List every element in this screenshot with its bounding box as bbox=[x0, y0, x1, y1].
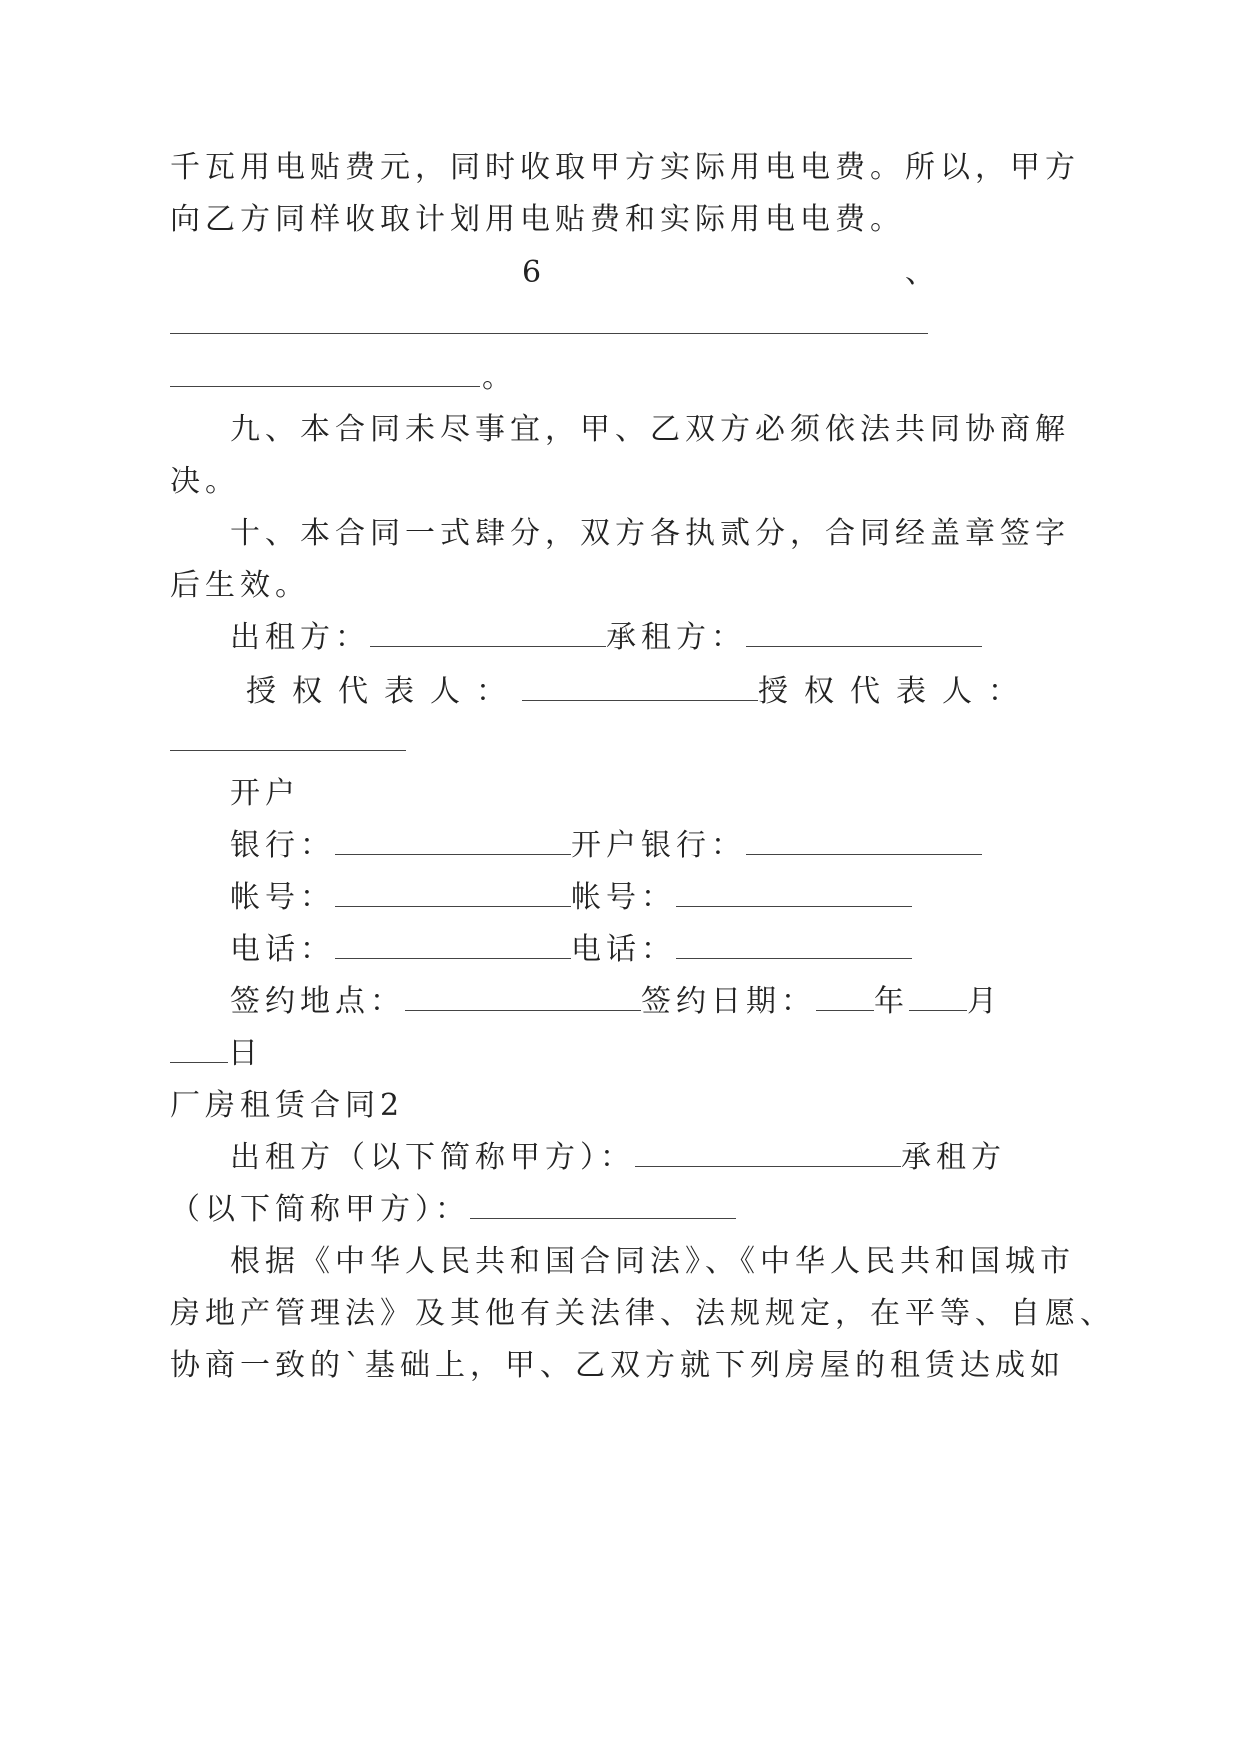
item-9-line: 九、本合同未尽事宜，甲、乙双方必须依法共同协商解 bbox=[230, 412, 1070, 447]
year-label: 年 bbox=[874, 984, 909, 1019]
sign-place-row bbox=[230, 982, 1002, 1022]
contract-2-lessee-label-2: （以下简称甲方）： bbox=[170, 1192, 470, 1227]
lessor-row bbox=[230, 618, 982, 658]
contract-2-lessor-row bbox=[230, 1138, 1006, 1178]
contract-2-title: 厂房租赁合同2 bbox=[170, 1088, 405, 1123]
year-blank bbox=[816, 986, 874, 1011]
bank-blank bbox=[335, 830, 571, 855]
contract-2-lessor-label: 出租方（以下简称甲方）： bbox=[230, 1140, 635, 1175]
lessor-blank bbox=[370, 622, 606, 647]
account-label: 帐号： bbox=[230, 880, 335, 915]
account-blank bbox=[335, 882, 571, 907]
place-label: 签约地点： bbox=[230, 984, 405, 1019]
phone-blank bbox=[335, 934, 571, 959]
contract-2-body-line: 根据《中华人民共和国合同法》、《中华人民共和国城市 bbox=[230, 1244, 1075, 1279]
lessor-label: 出租方： bbox=[230, 620, 370, 655]
item-10-line: 十、本合同一式肆分，双方各执贰分，合同经盖章签字 bbox=[230, 516, 1070, 551]
place-blank bbox=[405, 986, 641, 1011]
phone-blank-2 bbox=[676, 934, 912, 959]
day-blank bbox=[170, 1038, 228, 1063]
kaihu-label: 开户 bbox=[230, 776, 300, 811]
item-9-line: 决。 bbox=[170, 464, 240, 499]
rep-label: 授权代表人： bbox=[246, 674, 522, 709]
bank-label: 银行： bbox=[230, 828, 335, 863]
item-10-line: 后生效。 bbox=[170, 568, 310, 603]
account-label-2: 帐号： bbox=[571, 880, 676, 915]
blank-line bbox=[170, 333, 928, 334]
contract-2-lessee-blank bbox=[470, 1194, 736, 1219]
account-blank-2 bbox=[676, 882, 912, 907]
blank-line bbox=[170, 386, 480, 387]
phone-label: 电话： bbox=[230, 932, 335, 967]
lessee-label: 承租方： bbox=[606, 620, 746, 655]
contract-2-lessor-blank bbox=[635, 1142, 901, 1167]
day-row bbox=[170, 1034, 263, 1074]
rep-row bbox=[246, 672, 1034, 712]
month-label: 月 bbox=[967, 984, 1002, 1019]
phone-row bbox=[230, 930, 912, 970]
rep-blank-2 bbox=[170, 750, 406, 751]
account-row bbox=[230, 878, 912, 918]
contract-2-lessee-row bbox=[170, 1190, 736, 1230]
item-end-mark: 。 bbox=[482, 360, 517, 395]
paragraph-line: 向乙方同样收取计划用电贴费和实际用电电费。 bbox=[170, 202, 905, 237]
month-blank bbox=[909, 986, 967, 1011]
contract-2-body-line: 房地产管理法》及其他有关法律、法规规定，在平等、自愿、 bbox=[170, 1296, 1115, 1331]
lessee-blank bbox=[746, 622, 982, 647]
day-label: 日 bbox=[228, 1036, 263, 1071]
contract-2-lessee-label: 承租方 bbox=[901, 1140, 1006, 1175]
item-mark: 、 bbox=[905, 255, 940, 290]
phone-label-2: 电话： bbox=[571, 932, 676, 967]
bank-row bbox=[230, 826, 982, 866]
date-label: 签约日期： bbox=[641, 984, 816, 1019]
contract-2-body-line: 协商一致的`基础上，甲、乙双方就下列房屋的租赁达成如 bbox=[170, 1348, 1065, 1383]
paragraph-line: 千瓦用电贴费元，同时收取甲方实际用电电费。所以，甲方 bbox=[170, 150, 1080, 185]
rep-label-2: 授权代表人： bbox=[758, 674, 1034, 709]
bank-label-2: 开户银行： bbox=[571, 828, 746, 863]
item-number: 6 bbox=[522, 255, 547, 290]
bank-blank-2 bbox=[746, 830, 982, 855]
rep-blank bbox=[522, 676, 758, 701]
